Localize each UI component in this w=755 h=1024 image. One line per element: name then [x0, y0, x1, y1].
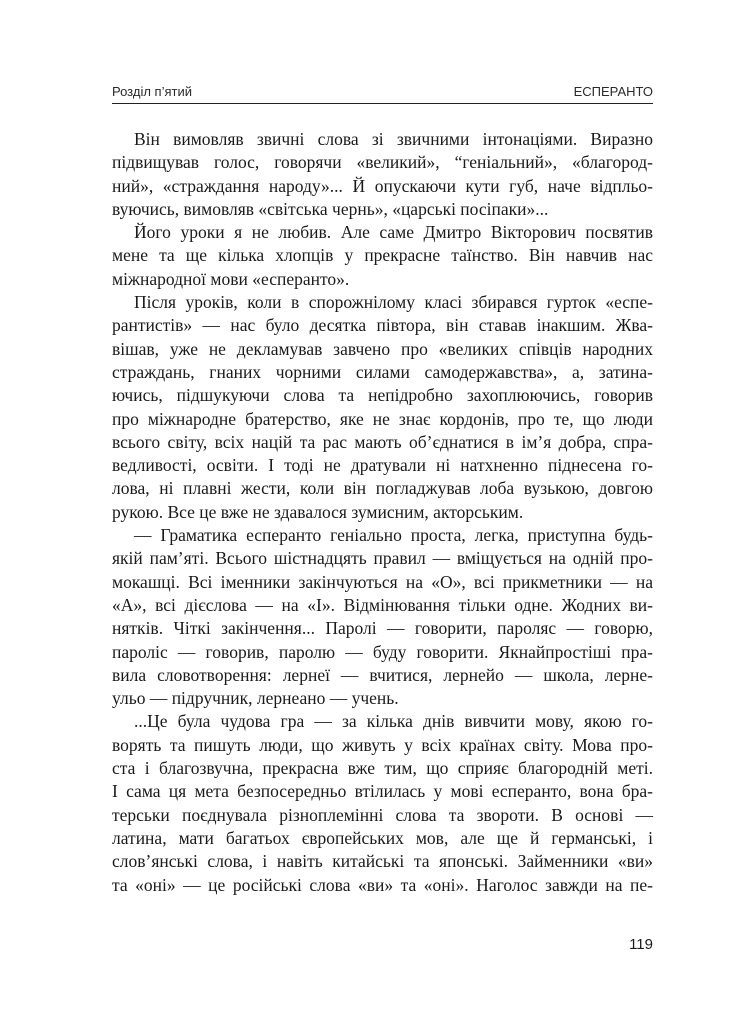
- text-line: ворять та пишуть люди, що живуть у всіх країнах світу. Мова про-: [112, 734, 653, 755]
- text-line: рантистів» — нас було десятка півтора, він ставав інакшим. Жва-: [112, 315, 653, 336]
- text-line: міжнародної мови «есперанто».: [112, 268, 350, 289]
- header-rule: [112, 103, 653, 104]
- text-line: Після уроків, коли в спорожнілому класі збирався гурток «еспе-: [134, 292, 653, 313]
- text-line: та «оні» — це російські слова «ви» та «оні». Наголос завжди на пе-: [112, 874, 653, 895]
- text-line: пароліс — говорив, паролю — буду говорити. Якнайпростіші пра-: [112, 641, 653, 662]
- text-line: терськи поєднувала різноплемінні слова та звороти. В основі —: [112, 804, 653, 825]
- text-line: Він вимовляв звичні слова зі звичними інтонаціями. Виразно: [134, 129, 653, 149]
- text-line: І сама ця мета безпосередньо втілилась у мові есперанто, вона бра-: [112, 781, 653, 802]
- text-line: ючись, підшукуючи слова та непідробно захоплюючись, говорив: [112, 385, 653, 406]
- text-line: вішав, уже не декламував завчено про «великих співців народних: [112, 338, 653, 359]
- text-line: мокашці. Всі іменники закінчуються на «О», всі прикметники — на: [112, 571, 653, 592]
- text-line: страждань, гнаних чорними силами самодержавства», а, затина-: [112, 361, 653, 382]
- section-title: ЕСПЕРАНТО: [573, 84, 653, 99]
- page-number: 119: [629, 936, 653, 953]
- text-line: латина, мати багатьох європейських мов, але ще й германські, і: [112, 827, 653, 848]
- text-line: «А», всі дієслова — на «І». Відмінювання тільки одне. Жодних ви-: [112, 594, 653, 615]
- text-line: Його уроки я не любив. Але саме Дмитро Вікторович посвятив: [134, 222, 653, 243]
- text-line: ульо — підручник, лернеано — учень.: [112, 688, 399, 709]
- text-line: слов’янські слова, і навіть китайські та японські. Займенники «ви»: [112, 851, 653, 872]
- text-line: ...Це була чудова гра — за кілька днів вивчити мову, якою го-: [134, 711, 653, 732]
- running-header: [112, 84, 653, 103]
- text-line: нятків. Чіткі закінчення... Паролі — говорити, пароляс — говорю,: [112, 618, 653, 639]
- text-line: про міжнародне братерство, яке не знає кордонів, про те, що люди: [112, 408, 653, 429]
- body-text: [112, 128, 653, 897]
- text-line: вуючись, вимовляв «світська чернь», «царські посіпаки»...: [112, 198, 549, 219]
- text-line: ний», «страждання народу»... Й опускаючи кути губ, наче відпльо-: [112, 175, 653, 196]
- text-line: якій пам’яті. Всього шістнадцять правил — вміщується на одній про-: [112, 548, 653, 569]
- text-line: мене та ще кілька хлопців у прекрасне таїнство. Він навчив нас: [112, 245, 653, 266]
- text-line: всього світу, всіх націй та рас мають об’єднатися в ім’я добра, спра-: [112, 431, 653, 452]
- text-line: — Граматика есперанто геніально проста, легка, приступна будь-: [134, 525, 653, 546]
- text-line: ведливості, освіти. І тоді не дратували ні натхненно піднесена го-: [112, 455, 653, 476]
- text-line: ста і благозвучна, прекрасна вже тим, що сприяє благородній меті.: [112, 758, 653, 779]
- text-line: рукою. Все це вже не здавалося зумисним, акторським.: [112, 501, 524, 522]
- text-line: лова, ні плавні жести, коли він погладжував лоба вузькою, довгою: [112, 478, 653, 499]
- chapter-title: Розділ п’ятий: [112, 84, 192, 99]
- text-line: підвищував голос, говорячи «великий», “геніальний», «благород-: [112, 152, 653, 173]
- text-line: вила словотворення: лернеї — вчитися, лернейо — школа, лерне-: [112, 664, 653, 685]
